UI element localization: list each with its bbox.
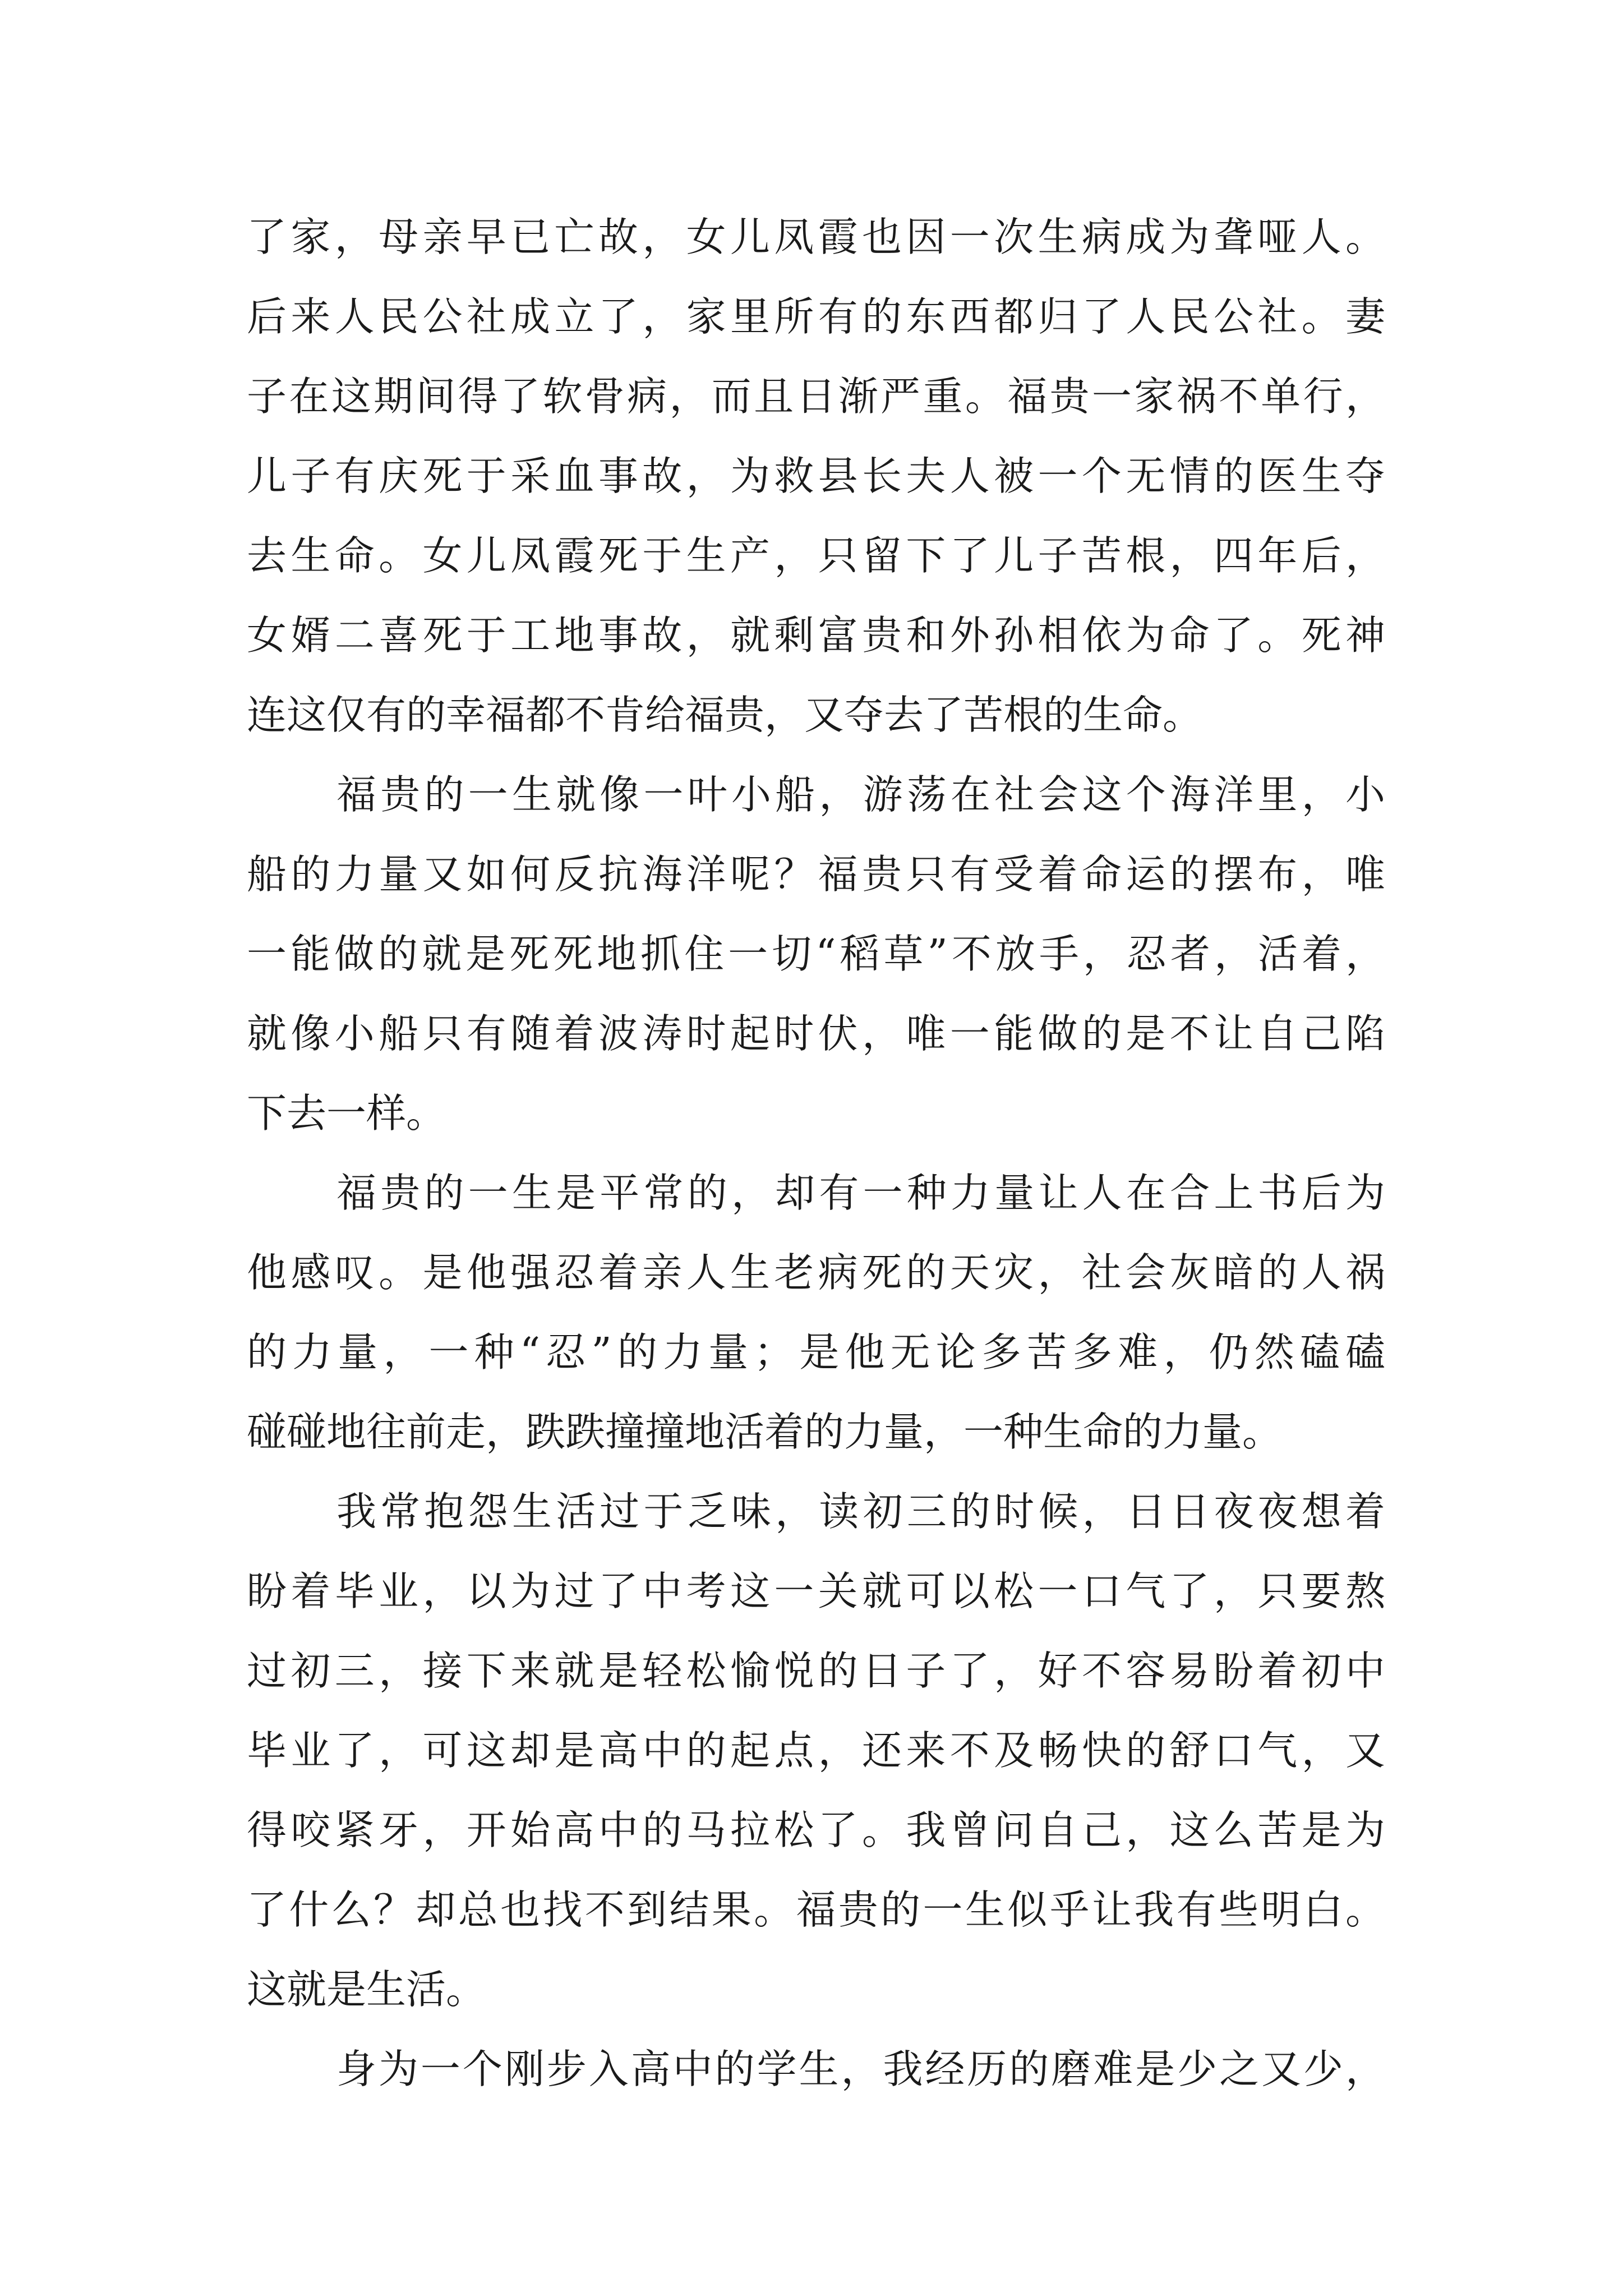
text-line: 了家，母亲早已亡故，女儿凤霞也因一次生病成为聋哑人。 — [247, 214, 1385, 260]
text-line: 去生命。女儿凤霞死于生产，只留下了儿子苦根，四年后， — [247, 532, 1385, 579]
text-line: 这就是生活。 — [247, 1966, 486, 2013]
text-line: 就像小船只有随着波涛时起时伏，唯一能做的是不让自己陷 — [247, 1010, 1385, 1057]
text-line: 得咬紧牙，开始高中的马拉松了。我曾问自己，这么苦是为 — [247, 1807, 1385, 1853]
text-line: 下去一样。 — [247, 1090, 446, 1137]
text-line: 船的力量又如何反抗海洋呢？福贵只有受着命运的摆布，唯 — [247, 851, 1385, 898]
text-line: 碰碰地往前走，跌跌撞撞地活着的力量，一种生命的力量。 — [247, 1409, 1283, 1455]
document-body — [247, 197, 1385, 2109]
text-line: 他感叹。是他强忍着亲人生老病死的天灾，社会灰暗的人祸 — [247, 1249, 1385, 1296]
text-line: 福贵的一生是平常的，却有一种力量让人在合上书后为 — [336, 1170, 1385, 1216]
text-line: 子在这期间得了软骨病，而且日渐严重。福贵一家祸不单行， — [247, 373, 1385, 420]
text-line: 福贵的一生就像一叶小船，游荡在社会这个海洋里，小 — [336, 771, 1385, 818]
text-line: 连这仅有的幸福都不肯给福贵，又夺去了苦根的生命。 — [247, 692, 1203, 738]
text-line: 儿子有庆死于采血事故，为救县长夫人被一个无情的医生夺 — [247, 453, 1385, 499]
text-line: 过初三，接下来就是轻松愉悦的日子了，好不容易盼着初中 — [247, 1648, 1385, 1694]
text-line: 一能做的就是死死地抓住一切“稻草”不放手，忍者，活着， — [247, 931, 1385, 977]
text-line: 盼着毕业，以为过了中考这一关就可以松一口气了，只要熬 — [247, 1568, 1385, 1614]
text-line: 女婿二喜死于工地事故，就剩富贵和外孙相依为命了。死神 — [247, 612, 1385, 659]
text-line: 后来人民公社成立了，家里所有的东西都归了人民公社。妻 — [247, 293, 1385, 340]
text-line: 的力量，一种“忍”的力量；是他无论多苦多难，仍然磕磕 — [247, 1329, 1385, 1375]
text-line: 毕业了，可这却是高中的起点，还来不及畅快的舒口气，又 — [247, 1727, 1385, 1774]
text-line: 了什么？却总也找不到结果。福贵的一生似乎让我有些明白。 — [247, 1887, 1385, 1933]
text-line: 我常抱怨生活过于乏味，读初三的时候，日日夜夜想着 — [336, 1488, 1385, 1535]
text-line: 身为一个刚步入高中的学生，我经历的磨难是少之又少， — [336, 2046, 1385, 2092]
